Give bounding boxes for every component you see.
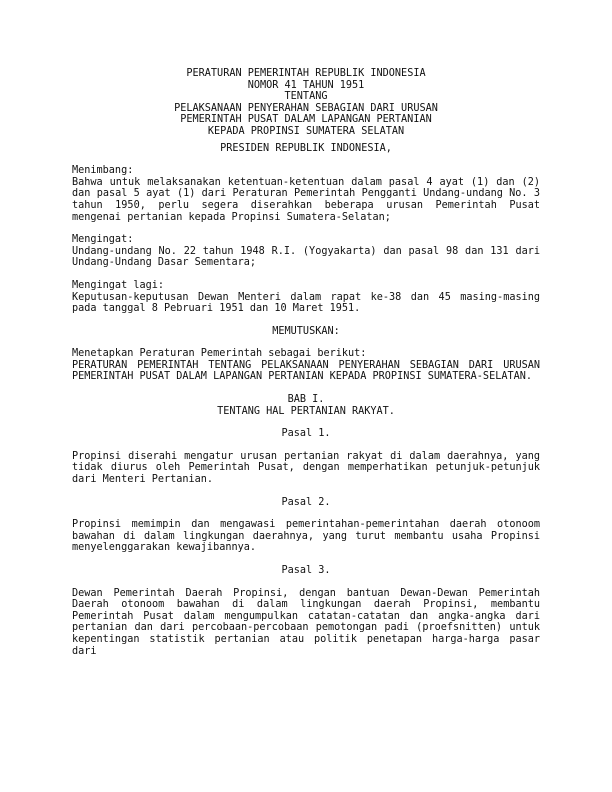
header-title-line: PERATURAN PEMERINTAH REPUBLIK INDONESIA	[186, 68, 426, 79]
bab-number: BAB I.	[287, 394, 325, 406]
menetapkan-section	[72, 348, 540, 383]
mengingat-section	[72, 234, 540, 269]
bab-title: TENTANG HAL PERTANIAN RAKYAT.	[217, 405, 395, 417]
president-heading: PRESIDEN REPUBLIK INDONESIA,	[220, 142, 392, 154]
mengingat-text: Undang-undang No. 22 tahun 1948 R.I. (Yogyakarta) dan pasal 98 dan 131 dari Undang-Undang Dasar Sementara;	[72, 245, 540, 269]
header-number-line: NOMOR 41 TAHUN 1951	[247, 79, 365, 91]
document-header	[72, 68, 540, 138]
menetapkan-text: PERATURAN PEMERINTAH TENTANG PELAKSANAAN PENYERAHAN SEBAGIAN DARI URUSAN PEMERINTAH PUSAT DALAM LAPANGAN PERTANIAN KEPADA PROPINSI SUMATERA-SELATAN.	[72, 359, 540, 383]
mengingat-lagi-text: Keputusan-keputusan Dewan Menteri dalam rapat ke-38 dan 45 masing-masing pada tanggal 8 Pebruari 1951 dan 10 Maret 1951.	[72, 291, 540, 315]
header-tentang-line: TENTANG	[284, 91, 328, 103]
memutuskan-heading: MEMUTUSKAN:	[272, 325, 340, 337]
bab-heading	[72, 394, 540, 417]
pasal-3-text: Dewan Pemerintah Daerah Propinsi, dengan bantuan Dewan-Dewan Pemerintah Daerah otonoom bawahan di dalam lingkungan daerah Propinsi, membantu Pemerintah Pusat dalam mengumpulkan catatan-catatan dan angka-angka dari pertanian dan dari percobaan-percobaan pemotongan padi (proefsnitten) untuk kepentingan statistik pertanian atau politik penetapan harga-harga pasar dari	[72, 587, 540, 657]
pasal-2-title: Pasal 2.	[281, 496, 331, 508]
pasal-1-text: Propinsi diserahi mengatur urusan pertanian rakyat di dalam daerahnya, yang tidak diurus oleh Pemerintah Pusat, dengan memperhatikan petunjuk-petunjuk dari Menteri Pertanian.	[72, 450, 540, 486]
pasal-1-title: Pasal 1.	[281, 428, 331, 440]
mengingat-lagi-label: Mengingat lagi:	[72, 279, 165, 291]
mengingat-lagi-section	[72, 280, 540, 315]
document-page	[72, 68, 540, 657]
menetapkan-label: Menetapkan Peraturan Pemerintah sebagai berikut:	[72, 348, 367, 360]
menimbang-section	[72, 165, 540, 223]
pasal-2-text: Propinsi memimpin dan mengawasi pemerintahan-pemerintahan daerah otonoom bawahan di dalam lingkungan daerahnya, yang turut membantu usaha Propinsi menyelenggarakan kewajibannya.	[72, 519, 540, 554]
pasal-3-title: Pasal 3.	[281, 565, 331, 576]
header-subject-line-3: KEPADA PROPINSI SUMATERA SELATAN	[207, 125, 405, 137]
header-subject-line-1: PELAKSANAAN PENYERAHAN SEBAGIAN DARI URUSAN	[174, 102, 438, 114]
menimbang-text: Bahwa untuk melaksanakan ketentuan-ketentuan dalam pasal 4 ayat (1) dan (2) dan pasal 5 ayat (1) dari Peraturan Pemerintah Pengganti Undang-undang No. 3 tahun 1950, perlu segera diserahkan beberapa urusan Pemerintah Pusat mengenai pertanian kepada Propinsi Sumatera-Selatan;	[72, 176, 540, 223]
mengingat-label: Mengingat:	[72, 234, 134, 246]
header-subject-line-2: PEMERINTAH PUSAT DALAM LAPANGAN PERTANIAN	[180, 114, 432, 126]
menimbang-label: Menimbang:	[72, 165, 134, 177]
